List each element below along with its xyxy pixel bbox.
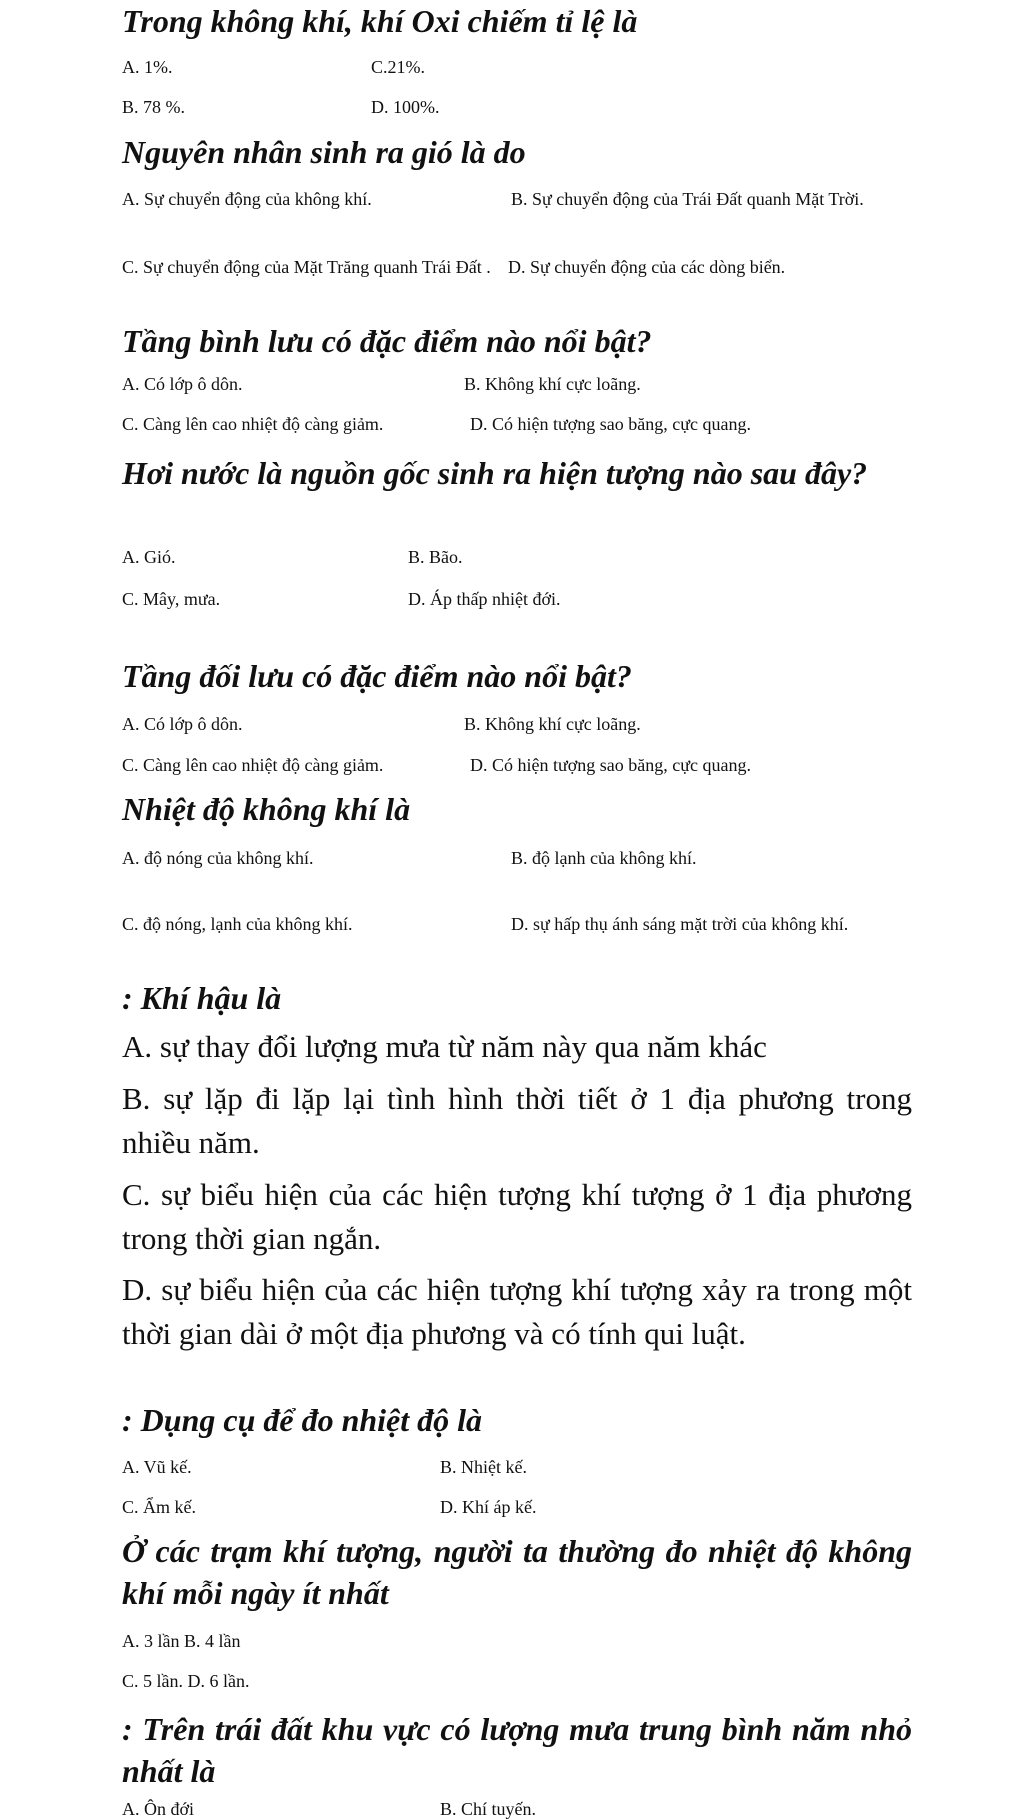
option-d: D. Có hiện tượng sao băng, cực quang. <box>470 755 751 775</box>
option-a: A. Ôn đới <box>122 1799 195 1819</box>
option-d: D. 100%. <box>371 97 440 117</box>
option-d: D. Sự chuyển động của các dòng biển. <box>508 257 786 277</box>
option-c: C. Ẩm kế. <box>122 1497 196 1517</box>
option-a: A. Gió. <box>122 547 176 567</box>
option-d: D. Khí áp kế. <box>440 1497 537 1517</box>
question-title: Tầng bình lưu có đặc điểm nào nổi bật? <box>122 323 652 359</box>
option-a: A. Có lớp ô dôn. <box>122 374 243 394</box>
option-b: B. Bão. <box>408 547 463 567</box>
question-title: Ở các trạm khí tượng, người ta thường đo nhiệt độ không khí mỗi ngày ít nhất <box>122 1533 912 1611</box>
option-c: C. Sự chuyển động của Mặt Trăng quanh Trái Đất . <box>122 257 491 277</box>
option-b: B. Chí tuyến. <box>440 1799 537 1819</box>
question-title: : Trên trái đất khu vực có lượng mưa trung bình năm nhỏ nhất là <box>122 1711 912 1789</box>
option-b: B. Không khí cực loãng. <box>464 714 641 734</box>
option-c: C. Mây, mưa. <box>122 589 221 609</box>
option-a: A. sự thay đổi lượng mưa từ năm này qua năm khác <box>122 1029 767 1064</box>
option-c: C. độ nóng, lạnh của không khí. <box>122 914 353 934</box>
question-title: Nguyên nhân sinh ra gió là do <box>122 134 526 170</box>
option-b: B. độ lạnh của không khí. <box>511 848 697 868</box>
option-c: C.21%. <box>371 57 425 77</box>
question-title: Tầng đối lưu có đặc điểm nào nổi bật? <box>122 658 632 694</box>
question-title: Nhiệt độ không khí là <box>122 791 411 827</box>
option-d: D. sự biểu hiện của các hiện tượng khí tượng xảy ra trong một thời gian dài ở một địa phương và có tính qui luật. <box>122 1272 912 1351</box>
question-title: : Dụng cụ để đo nhiệt độ là <box>122 1402 483 1438</box>
option-c: C. Càng lên cao nhiệt độ càng giảm. <box>122 755 384 775</box>
option-a: A. Có lớp ô dôn. <box>122 714 243 734</box>
option-b: B. Không khí cực loãng. <box>464 374 641 394</box>
option-d: D. Áp thấp nhiệt đới. <box>408 589 561 609</box>
option-b: B. 78 %. <box>122 97 185 117</box>
option-b: B. Sự chuyển động của Trái Đất quanh Mặt Trời. <box>511 189 864 209</box>
option-d: D. Có hiện tượng sao băng, cực quang. <box>470 414 751 434</box>
option-a: A. 1%. <box>122 57 173 77</box>
option-b: B. Nhiệt kế. <box>440 1457 527 1477</box>
option-a: A. độ nóng của không khí. <box>122 848 314 868</box>
option-c-d: C. 5 lần. D. 6 lần. <box>122 1671 250 1691</box>
option-a: A. Sự chuyển động của không khí. <box>122 189 372 209</box>
option-d: D. sự hấp thụ ánh sáng mặt trời của không khí. <box>511 914 849 934</box>
option-c: C. sự biểu hiện của các hiện tượng khí tượng ở 1 địa phương trong thời gian ngắn. <box>122 1177 912 1256</box>
option-a: A. Vũ kế. <box>122 1457 192 1477</box>
option-b: B. sự lặp đi lặp lại tình hình thời tiết ở 1 địa phương trong nhiều năm. <box>122 1081 912 1160</box>
option-c: C. Càng lên cao nhiệt độ càng giảm. <box>122 414 384 434</box>
question-title: Hơi nước là nguồn gốc sinh ra hiện tượng nào sau đây? <box>122 455 868 491</box>
question-title: : Khí hậu là <box>122 980 282 1016</box>
option-a-b: A. 3 lần B. 4 lần <box>122 1631 241 1651</box>
question-title: Trong không khí, khí Oxi chiếm tỉ lệ là <box>122 3 638 39</box>
